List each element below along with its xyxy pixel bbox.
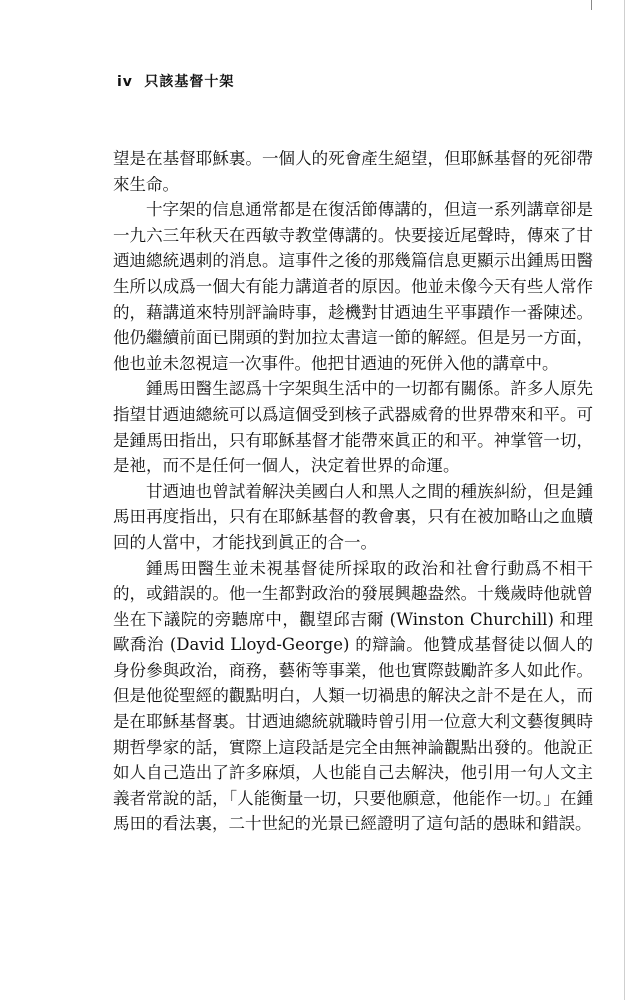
corner-mark [591,0,592,10]
paragraph-continued: 望是在基督耶穌裏。一個人的死會產生絕望，但耶穌基督的死卻帶來生命。 [113,149,593,194]
paragraph-politics: 鍾馬田醫生並未視基督徒所採取的政治和社會行動爲不相干的，或錯誤的。他一生都對政治的發展興趣盎然。十幾歲時他就曾坐在下議院的旁聽席中，觀望邱吉爾 (Winston Churchill) 和理歐喬治 (David Lloyd-George) 的辯論。他贊成基督徒以個人的身份參與政治，商務，藝術等事業，他也實際鼓勵許多人如此作。但是他從聖經的觀點明白，人類一切禍患的解決之計不是在人，而是在耶穌基督裏。甘迺迪總統就職時曾引用一位意大利文藝復興時期哲學家的話，實際上這段話是完全由無神論觀點出發的。他說正如人自己造出了許多麻煩，人也能自己去解決，他引用一句人文主義者常說的話，「人能衡量一切，只要他願意，他能作一切。」在鍾馬田的看法裏，二十世紀的光景已經證明了這句話的愚昧和錯誤。 [113,558,593,834]
book-title: 只該基督十架 [144,74,235,90]
page-number: iv [117,74,133,90]
paragraph-cross-relevance: 鍾馬田醫生認爲十字架與生活中的一切都有關係。許多人原先指望甘迺迪總統可以爲這個受到核子武器威脅的世界帶來和平。可是鍾馬田指出，只有耶穌基督才能帶來眞正的和平。神掌管一切，是祂，而不是任何一個人，決定着世界的命運。 [113,379,593,476]
page-edge-line [624,0,625,1000]
paragraph-racial-unity: 甘迺迪也曾試着解決美國白人和黑人之間的種族糾紛，但是鍾馬田再度指出，只有在耶穌基督的教會裏，只有在被加略山之血贖回的人當中，才能找到眞正的合一。 [113,481,593,552]
paragraph-kennedy-event: 十字架的信息通常都是在復活節傳講的，但這一系列講章卻是一九六三年秋天在西敏寺教堂傳講的。快要接近尾聲時，傳來了甘迺迪總統遇刺的消息。這事件之後的那幾篇信息更顯示出鍾馬田醫生所以成爲一個大有能力講道者的原因。他並未像今天有些人常作的，藉講道來特別評論時事，趁機對甘迺迪生平事蹟作一番陳述。他仍繼續前面已開頭的對加拉太書這一節的解經。但是另一方面，他也並未忽視這一次事件。他把甘迺迪的死併入他的講章中。 [113,200,593,373]
running-head [117,73,234,91]
text-body [113,146,593,837]
